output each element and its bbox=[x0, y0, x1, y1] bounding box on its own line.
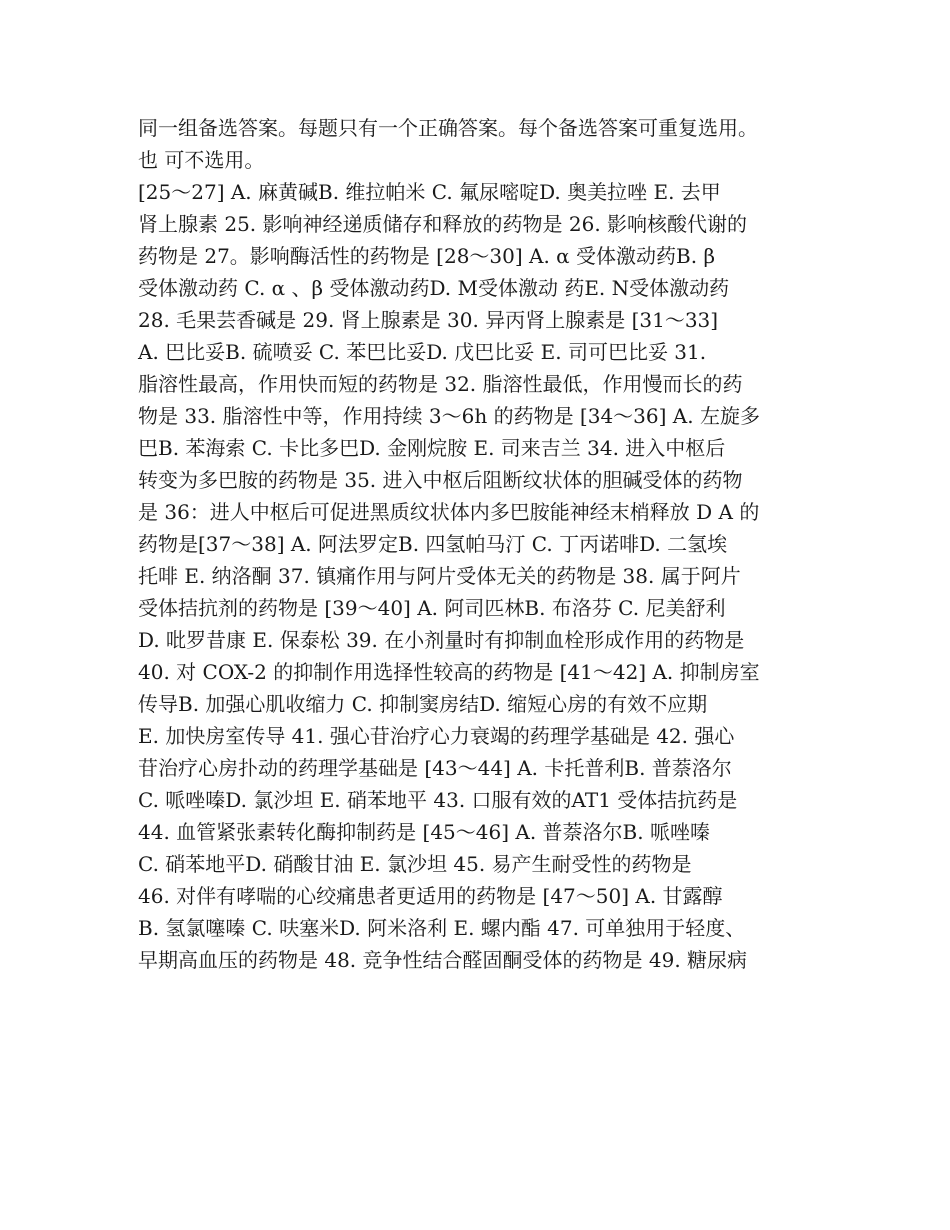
text-line: 苷治疗心房扑动的药理学基础是 [43～44] A. 卡托普利B. 普萘洛尔 bbox=[138, 756, 732, 780]
text-line: 脂溶性最高，作用快而短的药物是 32. 脂溶性最低，作用慢而长的药 bbox=[138, 372, 743, 396]
text-line: 传导B. 加强心肌收缩力 C. 抑制窦房结D. 缩短心房的有效不应期 bbox=[138, 692, 708, 716]
text-line: 受体拮抗剂的药物是 [39～40] A. 阿司匹林B. 布洛芬 C. 尼美舒利 bbox=[138, 596, 726, 620]
text-line: C. 硝苯地平D. 硝酸甘油 E. 氯沙坦 45. 易产生耐受性的药物是 bbox=[138, 852, 692, 876]
text-line: 托啡 E. 纳洛酮 37. 镇痛作用与阿片受体无关的药物是 38. 属于阿片 bbox=[138, 564, 741, 588]
text-line: 早期高血压的药物是 48. 竞争性结合醛固酮受体的药物是 49. 糖尿病 bbox=[138, 948, 748, 972]
text-line: 同一组备选答案。每题只有一个正确答案。每个备选答案可重复选用。 bbox=[138, 116, 758, 140]
text-line: [25～27] A. 麻黄碱B. 维拉帕米 C. 氟尿嘧啶D. 奥美拉唑 E. 去甲 bbox=[138, 180, 721, 204]
text-line: 物是 33. 脂溶性中等，作用持续 3～6h 的药物是 [34～36] A. 左旋多 bbox=[138, 404, 760, 428]
text-line: 40. 对 COX-2 的抑制作用选择性较高的药物是 [41～42] A. 抑制房室 bbox=[138, 660, 760, 684]
text-line: A. 巴比妥B. 硫喷妥 C. 苯巴比妥D. 戊巴比妥 E. 司可巴比妥 31. bbox=[138, 340, 707, 364]
text-line: 也 可不选用。 bbox=[138, 148, 265, 172]
text-line: 药物是[37～38] A. 阿法罗定B. 四氢帕马汀 C. 丁丙诺啡D. 二氢埃 bbox=[138, 532, 728, 556]
text-line: C. 哌唑嗪D. 氯沙坦 E. 硝苯地平 43. 口服有效的AT1 受体拮抗药是 bbox=[138, 788, 738, 812]
text-line: D. 吡罗昔康 E. 保泰松 39. 在小剂量时有抑制血栓形成作用的药物是 bbox=[138, 628, 745, 652]
text-line: 46. 对伴有哮喘的心绞痛患者更适用的药物是 [47～50] A. 甘露醇 bbox=[138, 884, 723, 908]
text-line: 受体激动药 C. α 、β 受体激动药D. M受体激动 药E. N受体激动药 bbox=[138, 276, 730, 300]
text-line: 巴B. 苯海索 C. 卡比多巴D. 金刚烷胺 E. 司来吉兰 34. 进入中枢后 bbox=[138, 436, 726, 460]
text-line: 药物是 27。影响酶活性的药物是 [28～30] A. α 受体激动药B. β bbox=[138, 244, 716, 268]
text-line: 肾上腺素 25. 影响神经递质储存和释放的药物是 26. 影响核酸代谢的 bbox=[138, 212, 748, 236]
text-line: 是 36：进人中枢后可促进黑质纹状体内多巴胺能神经末梢释放 D A 的 bbox=[138, 500, 760, 524]
text-line: 28. 毛果芸香碱是 29. 肾上腺素是 30. 异丙肾上腺素是 [31～33] bbox=[138, 308, 719, 332]
text-line: E. 加快房室传导 41. 强心苷治疗心力衰竭的药理学基础是 42. 强心 bbox=[138, 724, 735, 748]
text-line: B. 氢氯噻嗪 C. 呋塞米D. 阿米洛利 E. 螺内酯 47. 可单独用于轻度、 bbox=[138, 916, 746, 940]
document-body bbox=[138, 112, 818, 976]
text-line: 转变为多巴胺的药物是 35. 进入中枢后阻断纹状体的胆碱受体的药物 bbox=[138, 468, 743, 492]
text-line: 44. 血管紧张素转化酶抑制药是 [45～46] A. 普萘洛尔B. 哌唑嗪 bbox=[138, 820, 710, 844]
